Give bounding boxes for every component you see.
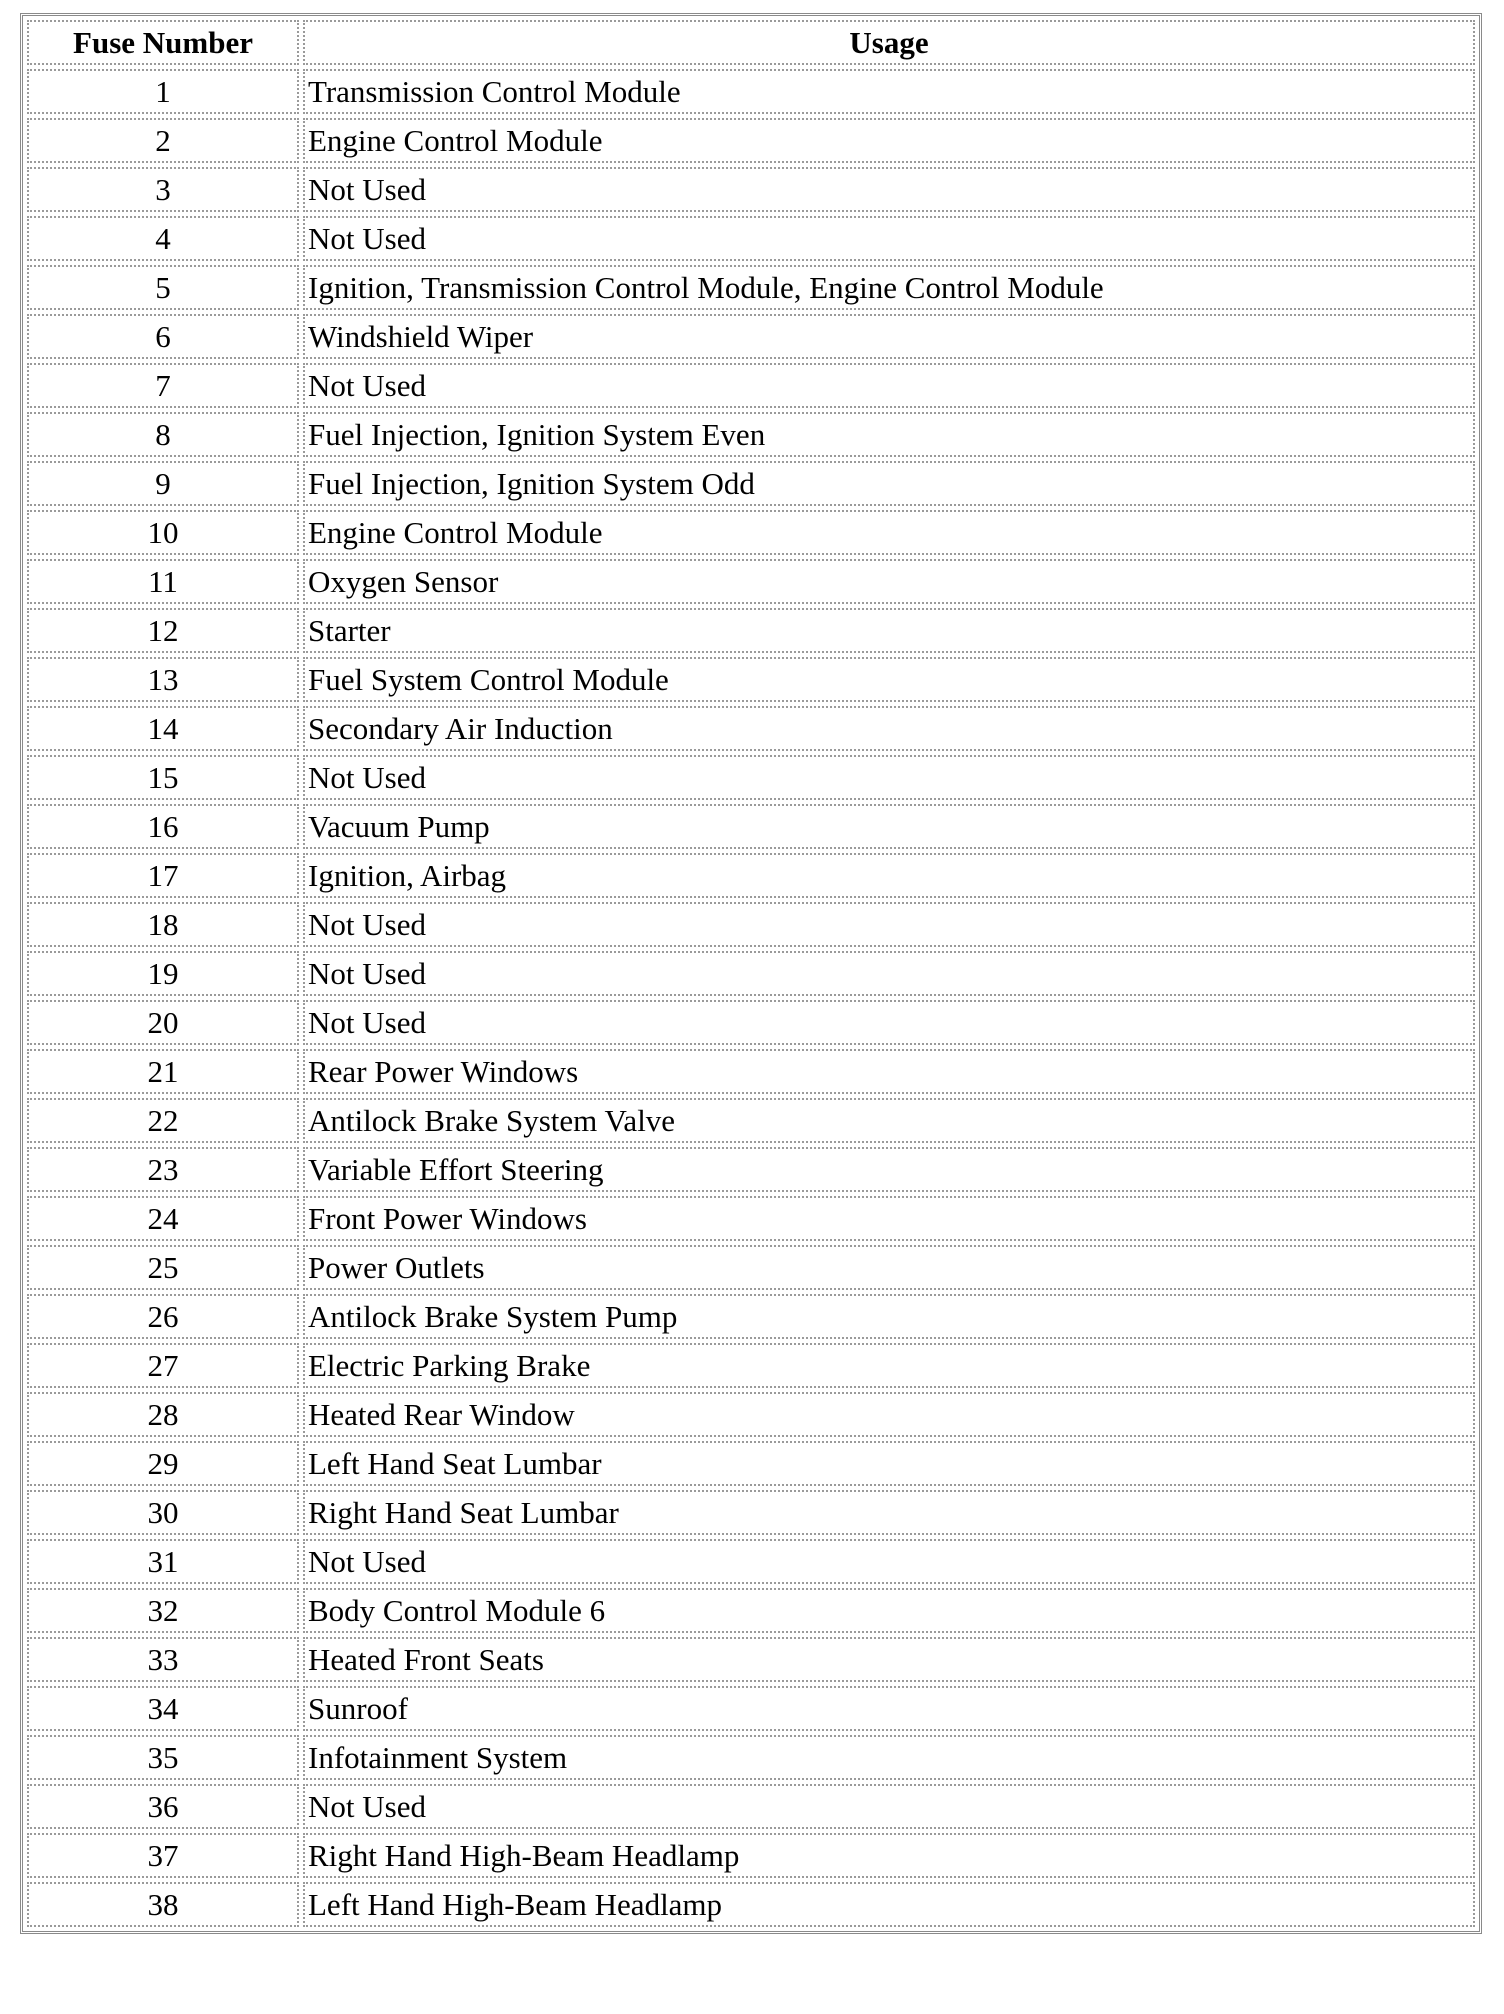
fuse-number-cell: 34: [27, 1686, 299, 1731]
table-row: [27, 804, 1475, 849]
fuse-number-cell: 18: [27, 902, 299, 947]
usage-cell: Front Power Windows: [303, 1196, 1475, 1241]
fuse-number-cell: 37: [27, 1833, 299, 1878]
usage-cell: Infotainment System: [303, 1735, 1475, 1780]
usage-cell: Heated Front Seats: [303, 1637, 1475, 1682]
table-row: [27, 167, 1475, 212]
table-row: [27, 1882, 1475, 1927]
table-row: [27, 461, 1475, 506]
usage-cell: Ignition, Airbag: [303, 853, 1475, 898]
table-row: [27, 510, 1475, 555]
usage-cell: Antilock Brake System Valve: [303, 1098, 1475, 1143]
usage-cell: Electric Parking Brake: [303, 1343, 1475, 1388]
usage-cell: Not Used: [303, 1000, 1475, 1045]
table-row: [27, 314, 1475, 359]
table-row: [27, 1588, 1475, 1633]
usage-cell: Not Used: [303, 755, 1475, 800]
fuse-number-cell: 20: [27, 1000, 299, 1045]
table-row: [27, 1441, 1475, 1486]
usage-cell: Power Outlets: [303, 1245, 1475, 1290]
fuse-number-cell: 2: [27, 118, 299, 163]
fuse-number-cell: 26: [27, 1294, 299, 1339]
fuse-number-cell: 10: [27, 510, 299, 555]
table-row: [27, 853, 1475, 898]
header-fuse-number: Fuse Number: [27, 20, 299, 65]
fuse-number-cell: 14: [27, 706, 299, 751]
fuse-number-cell: 36: [27, 1784, 299, 1829]
table-row: [27, 1000, 1475, 1045]
fuse-number-cell: 5: [27, 265, 299, 310]
table-row: [27, 1539, 1475, 1584]
table-row: [27, 1245, 1475, 1290]
fuse-number-cell: 31: [27, 1539, 299, 1584]
table-row: [27, 1049, 1475, 1094]
fuse-number-cell: 13: [27, 657, 299, 702]
table-header-row: [27, 20, 1475, 65]
table-row: [27, 608, 1475, 653]
table-body: [27, 69, 1475, 1927]
fuse-number-cell: 7: [27, 363, 299, 408]
table-row: [27, 412, 1475, 457]
table-row: [27, 1784, 1475, 1829]
fuse-number-cell: 9: [27, 461, 299, 506]
usage-cell: Windshield Wiper: [303, 314, 1475, 359]
fuse-number-cell: 17: [27, 853, 299, 898]
table-row: [27, 902, 1475, 947]
usage-cell: Left Hand Seat Lumbar: [303, 1441, 1475, 1486]
fuse-number-cell: 12: [27, 608, 299, 653]
fuse-number-cell: 27: [27, 1343, 299, 1388]
usage-cell: Not Used: [303, 951, 1475, 996]
fuse-number-cell: 30: [27, 1490, 299, 1535]
usage-cell: Oxygen Sensor: [303, 559, 1475, 604]
fuse-number-cell: 25: [27, 1245, 299, 1290]
usage-cell: Fuel Injection, Ignition System Even: [303, 412, 1475, 457]
fuse-number-cell: 22: [27, 1098, 299, 1143]
usage-cell: Not Used: [303, 1784, 1475, 1829]
fuse-number-cell: 38: [27, 1882, 299, 1927]
table-row: [27, 1735, 1475, 1780]
usage-cell: Not Used: [303, 216, 1475, 261]
fuse-number-cell: 23: [27, 1147, 299, 1192]
fuse-number-cell: 33: [27, 1637, 299, 1682]
fuse-number-cell: 35: [27, 1735, 299, 1780]
fuse-number-cell: 4: [27, 216, 299, 261]
usage-cell: Not Used: [303, 363, 1475, 408]
table-row: [27, 216, 1475, 261]
fuse-number-cell: 19: [27, 951, 299, 996]
table-row: [27, 1294, 1475, 1339]
table-row: [27, 706, 1475, 751]
header-usage: Usage: [303, 20, 1475, 65]
table-row: [27, 1637, 1475, 1682]
fuse-number-cell: 8: [27, 412, 299, 457]
table-row: [27, 559, 1475, 604]
table-row: [27, 265, 1475, 310]
usage-cell: Engine Control Module: [303, 510, 1475, 555]
table-row: [27, 363, 1475, 408]
table-row: [27, 951, 1475, 996]
table-row: [27, 1343, 1475, 1388]
usage-cell: Fuel Injection, Ignition System Odd: [303, 461, 1475, 506]
usage-cell: Heated Rear Window: [303, 1392, 1475, 1437]
usage-cell: Right Hand High-Beam Headlamp: [303, 1833, 1475, 1878]
usage-cell: Fuel System Control Module: [303, 657, 1475, 702]
fuse-number-cell: 1: [27, 69, 299, 114]
usage-cell: Antilock Brake System Pump: [303, 1294, 1475, 1339]
usage-cell: Not Used: [303, 902, 1475, 947]
usage-cell: Body Control Module 6: [303, 1588, 1475, 1633]
usage-cell: Transmission Control Module: [303, 69, 1475, 114]
usage-cell: Sunroof: [303, 1686, 1475, 1731]
usage-cell: Engine Control Module: [303, 118, 1475, 163]
fuse-number-cell: 29: [27, 1441, 299, 1486]
fuse-number-cell: 32: [27, 1588, 299, 1633]
table-row: [27, 1147, 1475, 1192]
usage-cell: Not Used: [303, 1539, 1475, 1584]
usage-cell: Secondary Air Induction: [303, 706, 1475, 751]
fuse-number-cell: 21: [27, 1049, 299, 1094]
usage-cell: Starter: [303, 608, 1475, 653]
fuse-number-cell: 16: [27, 804, 299, 849]
fuse-number-cell: 11: [27, 559, 299, 604]
table-row: [27, 1833, 1475, 1878]
table-row: [27, 1490, 1475, 1535]
usage-cell: Variable Effort Steering: [303, 1147, 1475, 1192]
table-row: [27, 657, 1475, 702]
table-row: [27, 1392, 1475, 1437]
table-row: [27, 1098, 1475, 1143]
usage-cell: Not Used: [303, 167, 1475, 212]
fuse-number-cell: 6: [27, 314, 299, 359]
usage-cell: Ignition, Transmission Control Module, Engine Control Module: [303, 265, 1475, 310]
fuse-number-cell: 28: [27, 1392, 299, 1437]
table-row: [27, 1686, 1475, 1731]
table-row: [27, 755, 1475, 800]
table-row: [27, 69, 1475, 114]
table-row: [27, 118, 1475, 163]
usage-cell: Right Hand Seat Lumbar: [303, 1490, 1475, 1535]
table-row: [27, 1196, 1475, 1241]
usage-cell: Rear Power Windows: [303, 1049, 1475, 1094]
usage-cell: Vacuum Pump: [303, 804, 1475, 849]
usage-cell: Left Hand High-Beam Headlamp: [303, 1882, 1475, 1927]
fuse-number-cell: 3: [27, 167, 299, 212]
fuse-number-cell: 24: [27, 1196, 299, 1241]
fuse-usage-table: [20, 13, 1482, 1934]
fuse-number-cell: 15: [27, 755, 299, 800]
